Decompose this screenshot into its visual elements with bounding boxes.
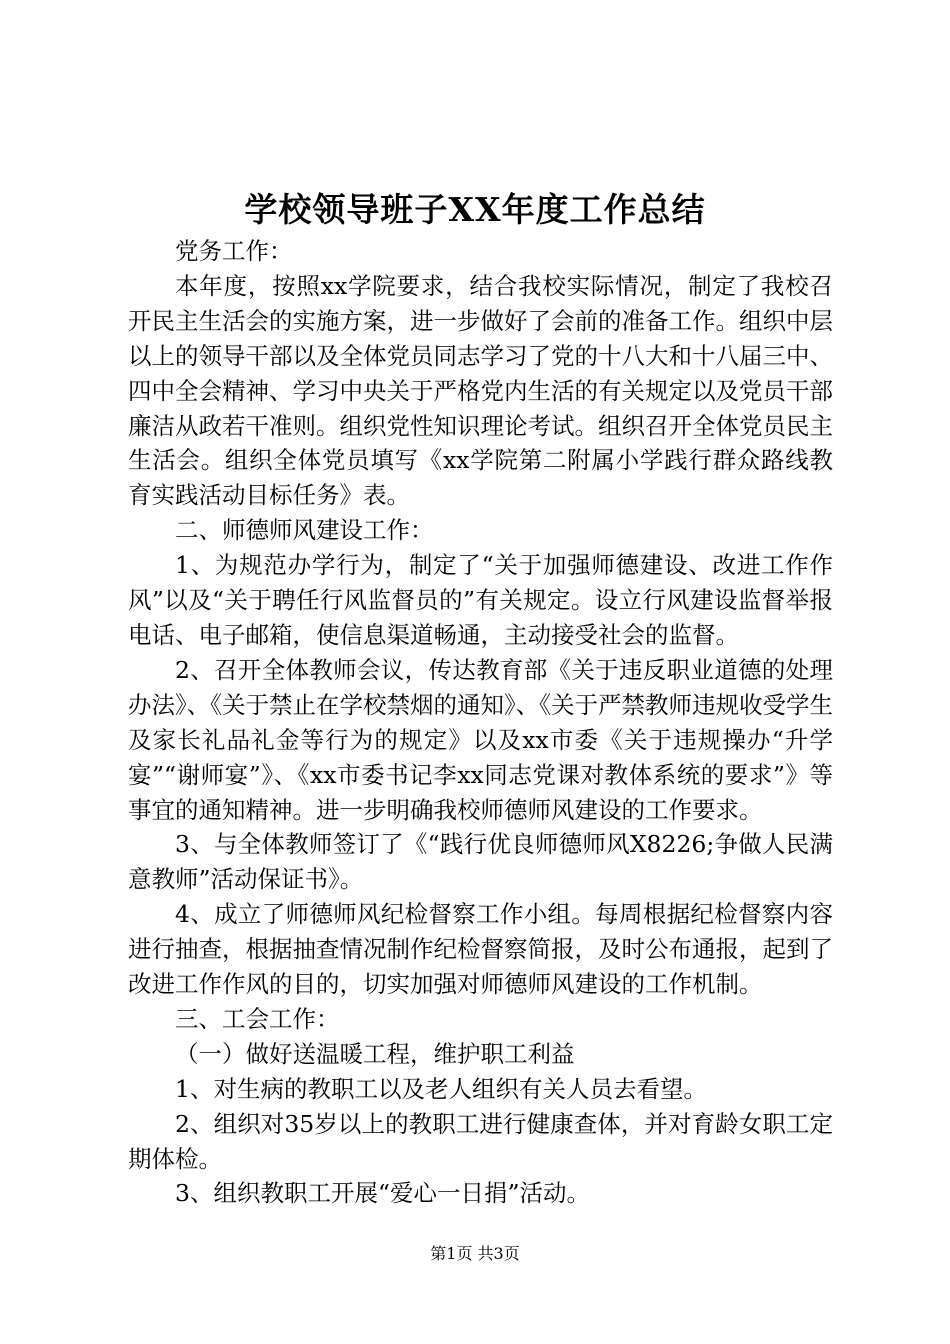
page-footer: 第1页 共3页 <box>430 1244 520 1263</box>
paragraph-ethics-item-2: 2、召开全体教师会议，传达教育部《关于违反职业道德的处理办法》、《关于禁止在学校禁烟的通知》、《关于严禁教师违规收受学生及家长礼品礼金等行为的规定》以及xx市委《关于违规操办“升学宴”“谢师宴”》、《xx市委书记李xx同志党课对教体系统的要求”》等事宜的通知精神。进一步明确我校师德师风建设的工作要求。 <box>128 655 833 824</box>
paragraph-party-work: 本年度，按照xx学院要求，结合我校实际情况，制定了我校召开民主生活会的实施方案，进一步做好了会前的准备工作。组织中层以上的领导干部以及全体党员同志学习了党的十八大和十八届三中、四中全会精神、学习中央关于严格党内生活的有关规定以及党员干部廉洁从政若干准则。组织党性知识理论考试。组织召开全体党员民主生活会。组织全体党员填写《xx学院第二附属小学践行群众路线教育实践活动目标任务》表。 <box>128 271 833 510</box>
paragraph-union-item-1: 1、对生病的教职工以及老人组织有关人员去看望。 <box>175 1074 707 1103</box>
document-body <box>128 234 833 1211</box>
paragraph-union-item-3: 3、组织教职工开展“爱心一日捐”活动。 <box>175 1179 590 1208</box>
paragraph-ethics-item-4: 4、成立了师德师风纪检督察工作小组。每周根据纪检督察内容进行抽查，根据抽查情况制作纪检督察简报，及时公布通报，起到了改进工作作风的目的，切实加强对师德师风建设的工作机制。 <box>128 900 833 999</box>
paragraph-ethics-heading: 二、师德师风建设工作： <box>175 516 434 545</box>
paragraph-ethics-item-1: 1、为规范办学行为，制定了“关于加强师德建设、改进工作作风”以及“关于聘任行风监督员的”有关规定。设立行风建设监督举报电话、电子邮箱，使信息渠道畅通，主动接受社会的监督。 <box>128 551 833 649</box>
paragraph-union-subheading: （一）做好送温暖工程，维护职工利益 <box>175 1039 575 1068</box>
paragraph-party-heading: 党务工作： <box>175 237 293 265</box>
paragraph-union-item-2: 2、组织对35岁以上的教职工进行健康查体，并对育龄女职工定期体检。 <box>128 1109 833 1173</box>
paragraph-ethics-item-3: 3、与全体教师签订了《“践行优良师德师风X8226;争做人民满意教师”活动保证书》。 <box>128 830 833 894</box>
paragraph-union-heading: 三、工会工作： <box>175 1004 340 1033</box>
document-title: 学校领导班子XX年度工作总结 <box>244 190 706 229</box>
